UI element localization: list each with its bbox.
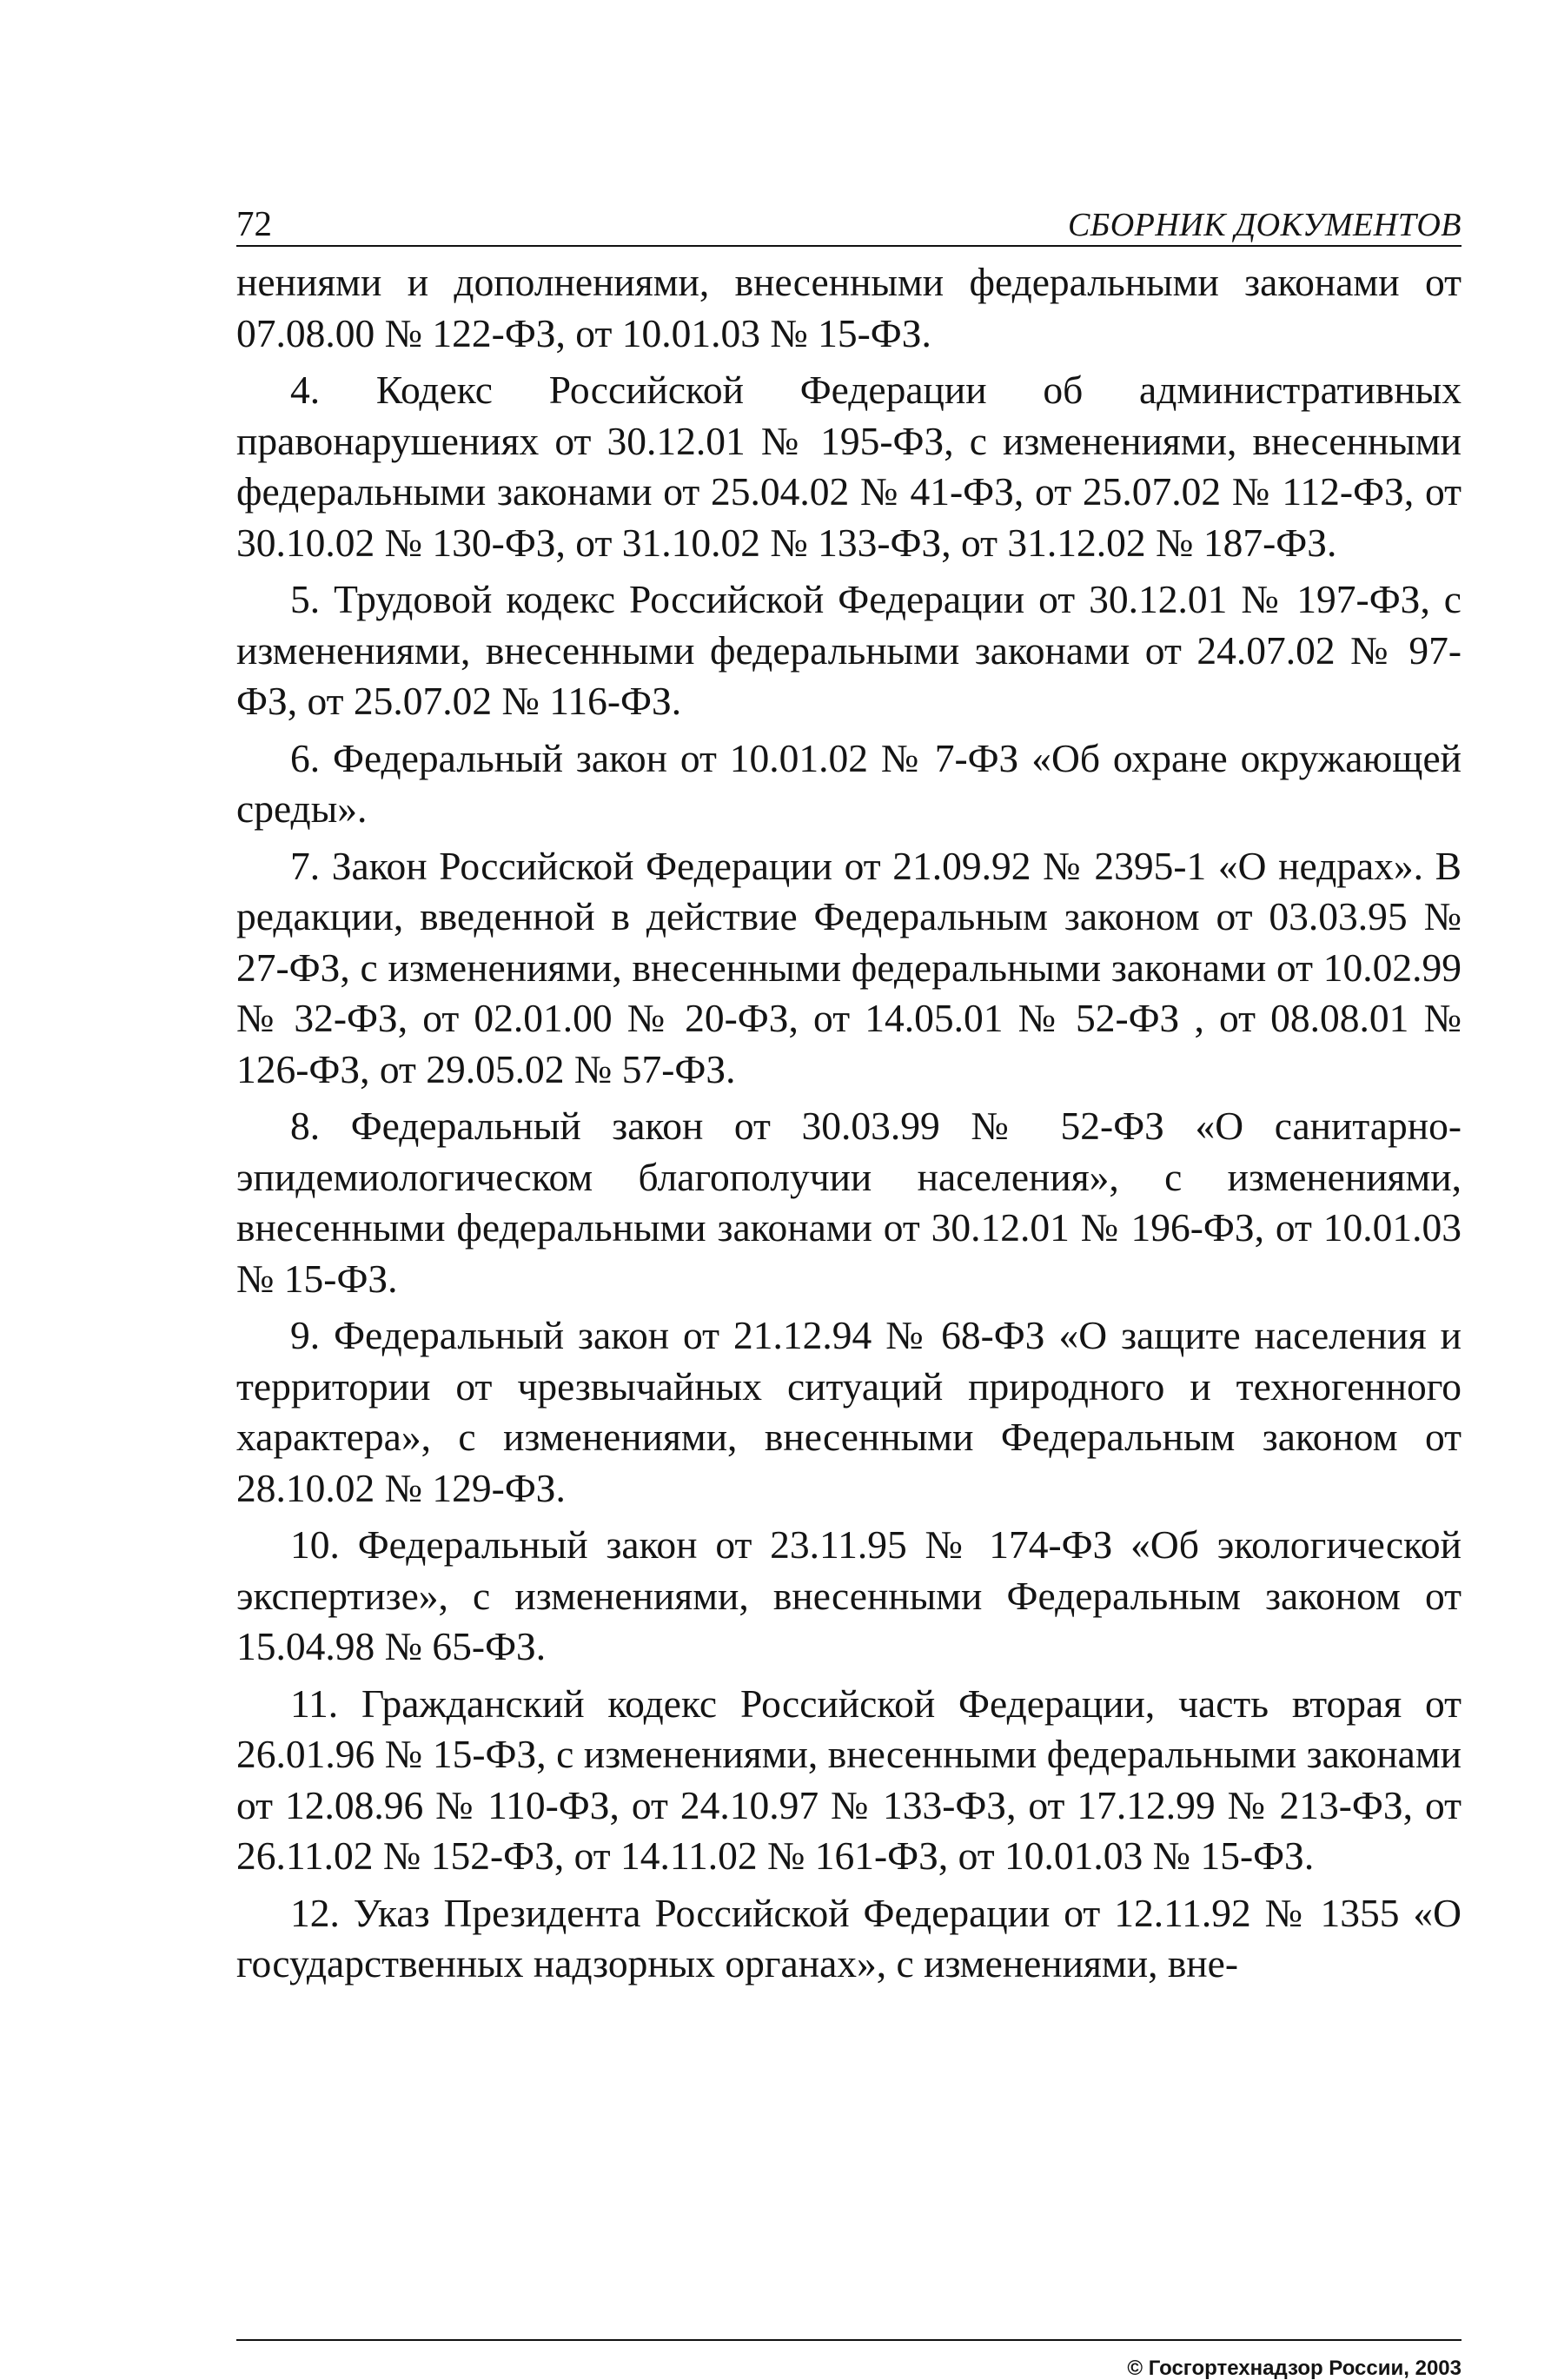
list-item: 4. Кодекс Российской Федерации об административных правонарушениях от 30.12.01 № 195-ФЗ, с изменениями, внесенными федеральными законами от 25.04.02 № 41-ФЗ, от 25.07.02 № 112-ФЗ, от 30.10.02 № 130-ФЗ, от 31.10.02 № 133-ФЗ, от 31.12.02 № 187-ФЗ. [236,368,1462,565]
continuation-paragraph: нениями и дополнениями, внесенными федеральными законами от 07.08.00 № 122-ФЗ, от 10.01.03 № 15-ФЗ. [236,260,1462,355]
page-number: 72 [236,203,272,243]
list-item: 9. Федеральный закон от 21.12.94 № 68-ФЗ «О защите населения и территории от чрезвычайных ситуаций природного и техногенного характера», с изменениями, внесенными Федеральным законом от 28.10.02 № 129-ФЗ. [236,1313,1462,1510]
page-body [236,257,1462,1996]
list-item: 12. Указ Президента Российской Федерации от 12.11.92 № 1355 «О государственных надзорных органах», с изменениями, вне- [236,1890,1462,1986]
page-header [236,189,1462,247]
running-title: СБОРНИК ДОКУМЕНТОВ [1067,207,1462,243]
list-item: 7. Закон Российской Федерации от 21.09.92 № 2395-1 «О недрах». В редакции, введенной в действие Федеральным законом от 03.03.95 № 27-ФЗ, с изменениями, внесенными федеральными законами от 10.02.99 № 32-ФЗ, от 02.01.00 № 20-ФЗ, от 14.05.01 № 52-ФЗ , от 08.08.01 № 126-ФЗ, от 29.05.02 № 57-ФЗ. [236,843,1462,1091]
footer-divider [236,2339,1462,2341]
list-item: 11. Гражданский кодекс Российской Федерации, часть вторая от 26.01.96 № 15-ФЗ, с изменениями, внесенными федеральными законами от 12.08.96 № 110-ФЗ, от 24.10.97 № 133-ФЗ, от 17.12.99 № 213-ФЗ, от 26.11.02 № 152-ФЗ, от 14.11.02 № 161-ФЗ, от 10.01.03 № 15-ФЗ. [236,1681,1462,1878]
list-item: 6. Федеральный закон от 10.01.02 № 7-ФЗ «Об охране окружающей среды». [236,735,1462,831]
list-item: 8. Федеральный закон от 30.03.99 № 52-ФЗ «О санитарно-эпидемиологическом благополучии населения», с изменениями, внесенными федеральными законами от 30.12.01 № 196-ФЗ, от 10.01.03 № 15-ФЗ. [236,1104,1462,1301]
list-item: 10. Федеральный закон от 23.11.95 № 174-ФЗ «Об экологической экспертизе», с изменениями, внесенными Федеральным законом от 15.04.98 № 65-ФЗ. [236,1522,1462,1668]
list-item: 5. Трудовой кодекс Российской Федерации от 30.12.01 № 197-ФЗ, с изменениями, внесенными федеральными законами от 24.07.02 № 97-ФЗ, от 25.07.02 № 116-ФЗ. [236,577,1462,723]
copyright-footer: © Госгортехнадзор России, 2003 [1127,2357,1462,2380]
